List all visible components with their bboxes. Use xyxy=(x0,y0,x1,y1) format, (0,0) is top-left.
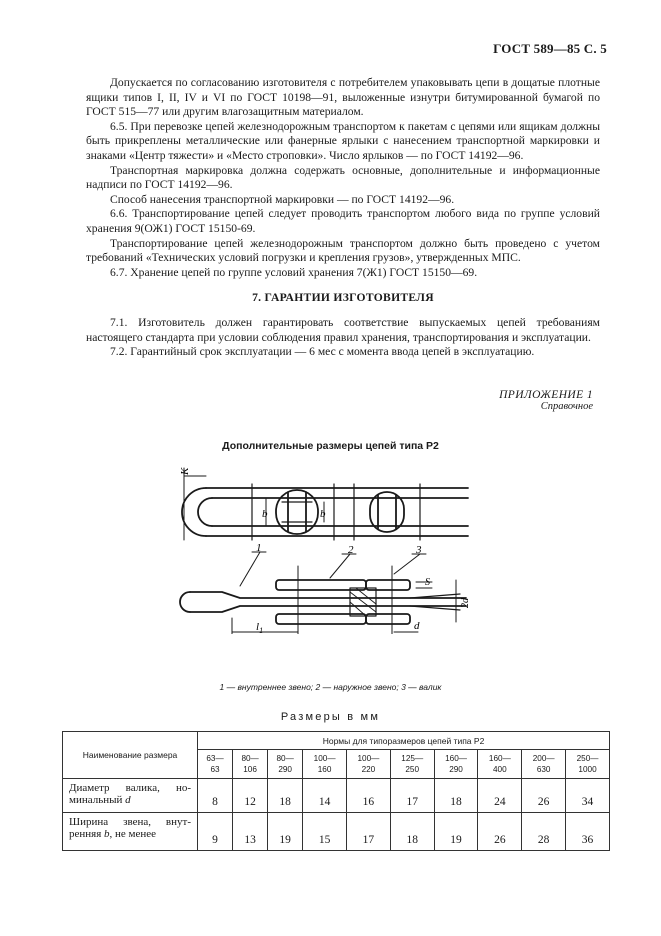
table-cell: 14 xyxy=(303,779,347,813)
table-cell: 19 xyxy=(268,813,303,851)
figure-title: Дополнительные размеры цепей типа Р2 xyxy=(222,440,439,452)
table-row xyxy=(63,779,610,813)
dim-s-label: S xyxy=(425,577,430,588)
paragraph: 6.6. Транспортирование цепей следует проводить транспортом любого вида по группе условий хранения 9(ОЖ1) ГОСТ 15150-69. xyxy=(86,207,600,235)
table-cell: 26 xyxy=(478,813,522,851)
paragraph: 7.1. Изготовитель должен гарантировать соответствие выпускаемых цепей требованиям настоящего стандарта при условии соблюдения правил хранения, транспортирования и эксплуатации. xyxy=(86,315,600,344)
paragraph: 7.2. Гарантийный срок эксплуатации — 6 мес с момента ввода цепей в эксплуатацию. xyxy=(110,345,535,359)
table-row xyxy=(63,813,610,851)
callout-1: 1 xyxy=(256,542,262,554)
column-header: 100— 160 xyxy=(303,750,347,779)
table-cell: 36 xyxy=(566,813,610,851)
table-cell: 17 xyxy=(390,779,434,813)
paragraph: 6.7. Хранение цепей по группе условий хранения 7(Ж1) ГОСТ 15150—69. xyxy=(110,265,478,279)
column-header: 160— 400 xyxy=(478,750,522,779)
table-cell: 28 xyxy=(522,813,566,851)
column-header: 250— 1000 xyxy=(566,750,610,779)
table-cell: 26 xyxy=(522,779,566,813)
appendix-subtitle: Справочное xyxy=(540,401,593,412)
section-title: 7. ГАРАНТИИ ИЗГОТОВИТЕЛЯ xyxy=(252,291,434,305)
chain-drawing xyxy=(170,462,490,634)
table-cell: 18 xyxy=(434,779,478,813)
table-header-norms: Нормы для типоразмеров цепей типа Р2 xyxy=(198,732,610,750)
dim-l1-label: $l_1$ xyxy=(256,621,264,634)
table-cell: 16 xyxy=(347,779,391,813)
column-header: 63— 63 xyxy=(198,750,233,779)
table-cell: 8 xyxy=(198,779,233,813)
dim-2d-label: 2d xyxy=(460,598,471,608)
page-header: ГОСТ 589—85 С. 5 xyxy=(493,41,607,56)
column-header: 80— 106 xyxy=(233,750,268,779)
dim-k-label: K xyxy=(179,467,191,475)
table-cell: 34 xyxy=(566,779,610,813)
table-cell: 12 xyxy=(233,779,268,813)
column-header: 100— 220 xyxy=(347,750,391,779)
column-header: 80— 290 xyxy=(268,750,303,779)
callout-3: 3 xyxy=(416,544,422,556)
paragraph: Транспортная маркировка должна содержать основные, дополнительные и информационные надписи по ГОСТ 14192—96. xyxy=(86,163,600,192)
table-cell: 17 xyxy=(347,813,391,851)
paragraph: 6.5. При перевозке цепей железнодорожным транспортом к пакетам с цепями или ящикам должны быть прикреплены металлические или фанерные ярлыки с нанесением транспортной маркировки и знаками «Центр тяжести» и «Место строповки». Число ярлыков — по ГОСТ 14192—96. xyxy=(86,119,600,162)
column-header: 125— 250 xyxy=(390,750,434,779)
figure-caption: 1 — внутреннее звено; 2 — наружное звено; 3 — валик xyxy=(219,682,442,692)
table-cell: 15 xyxy=(303,813,347,851)
body-text xyxy=(86,76,600,360)
dim-b-top-label: b xyxy=(262,508,268,520)
units-label: Размеры в мм xyxy=(280,711,381,723)
appendix-title: ПРИЛОЖЕНИЕ 1 xyxy=(499,389,593,401)
dim-d-label: d xyxy=(414,620,420,632)
table-cell: 9 xyxy=(198,813,233,851)
table-cell: 18 xyxy=(390,813,434,851)
callout-2: 2 xyxy=(348,544,354,556)
table-cell: 24 xyxy=(478,779,522,813)
table-cell: 13 xyxy=(233,813,268,851)
paragraph: Способ нанесения транспортной маркировки — по ГОСТ 14192—96. xyxy=(110,192,455,206)
row-name: Ширина звена, внут- ренняя b, не менее xyxy=(63,813,198,851)
dimensions-table xyxy=(62,731,610,851)
paragraph: Транспортирование цепей железнодорожным транспортом должно быть проведено с учетом требований «Технических условий погрузки и крепления грузов», утвержденных МПС. xyxy=(86,236,600,265)
paragraph: Допускается по согласованию изготовителя с потребителем упаковывать цепи в дощатые плотные ящики типов I, II, IV и VI по ГОСТ 10198—91, выложенные изнутри битумированной бумагой по ГОСТ 515—77 или другим влагозащитным материалом. xyxy=(86,76,600,119)
table-header-name: Наименование размера xyxy=(63,732,198,779)
dim-b-mid-label: b xyxy=(320,508,326,520)
table-cell: 18 xyxy=(268,779,303,813)
table-cell: 19 xyxy=(434,813,478,851)
column-header: 160— 290 xyxy=(434,750,478,779)
appendix-label xyxy=(499,389,593,412)
row-name: Диаметр валика, но- минальный d xyxy=(63,779,198,813)
column-header: 200— 630 xyxy=(522,750,566,779)
